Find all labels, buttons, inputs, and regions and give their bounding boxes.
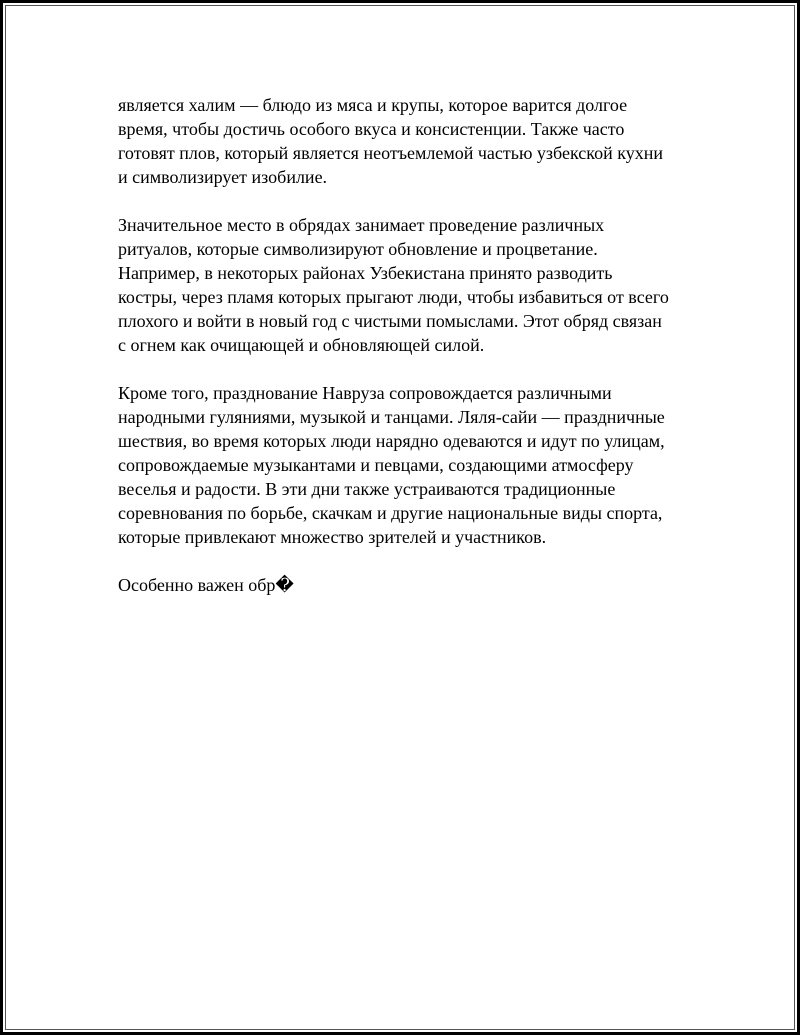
text-line: костры, через пламя которых прыгают люди, чтобы избавиться от всего [118, 287, 669, 307]
text-line: и символизирует изобилие. [118, 167, 328, 187]
paragraph [118, 573, 738, 597]
text-line: Кроме того, празднование Навруза сопровождается различными [118, 383, 612, 403]
text-line: соревнования по борьбе, скачкам и другие национальные виды спорта, [118, 503, 663, 523]
text-line: сопровождаемые музыкантами и певцами, создающими атмосферу [118, 455, 634, 475]
text-line: Особенно важен обр� [118, 575, 294, 595]
text-line: ритуалов, которые символизируют обновление и процветание. [118, 239, 598, 259]
text-line: Например, в некоторых районах Узбекистана принято разводить [118, 263, 613, 283]
text-line: Значительное место в обрядах занимает проведение различных [118, 215, 605, 235]
paragraph [118, 93, 738, 189]
text-line: шествия, во время которых люди нарядно одеваются и идут по улицам, [118, 431, 665, 451]
paragraph [118, 213, 738, 357]
text-line: с огнем как очищающей и обновляющей силой. [118, 335, 485, 355]
paragraph [118, 381, 738, 549]
document-body [118, 93, 738, 621]
text-line: веселья и радости. В эти дни также устраиваются традиционные [118, 479, 616, 499]
text-line: готовят плов, который является неотъемлемой частью узбекской кухни [118, 143, 663, 163]
text-line: плохого и войти в новый год с чистыми помыслами. Этот обряд связан [118, 311, 662, 331]
text-line: которые привлекают множество зрителей и участников. [118, 527, 547, 547]
text-line: время, чтобы достичь особого вкуса и консистенции. Также часто [118, 119, 625, 139]
text-line: народными гуляниями, музыкой и танцами. Ляля-сайи — праздничные [118, 407, 665, 427]
text-line: является халим — блюдо из мяса и крупы, которое варится долгое [118, 95, 628, 115]
